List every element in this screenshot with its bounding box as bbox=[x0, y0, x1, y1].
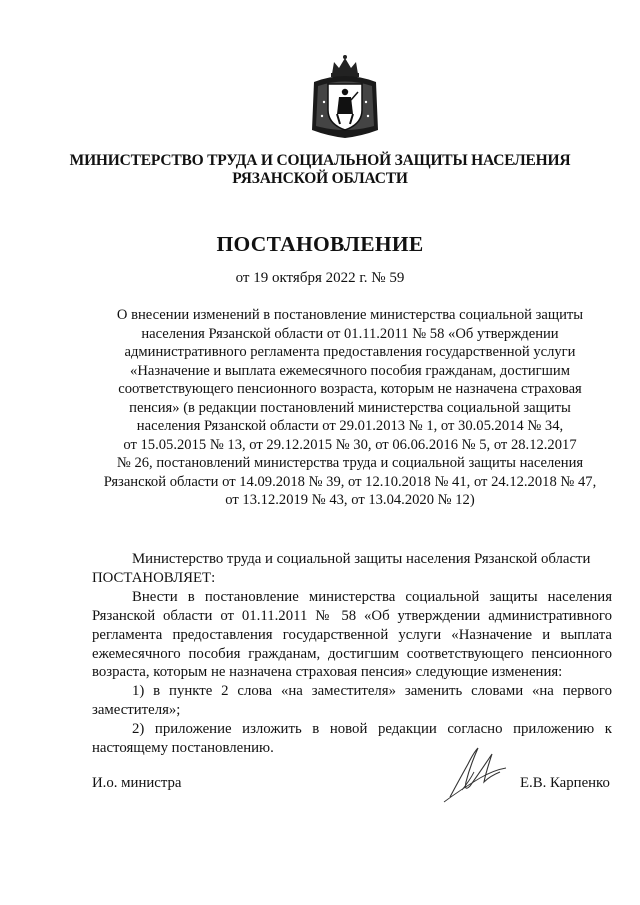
subject-line: населения Рязанской области от 01.11.2011 № 58 «Об утверждении bbox=[141, 325, 559, 342]
subject-line: от 13.12.2019 № 43, от 13.04.2020 № 12) bbox=[225, 492, 475, 508]
handwritten-signature-icon bbox=[440, 742, 510, 804]
document-subject bbox=[86, 306, 614, 510]
subject-line: соответствующего пенсионного возраста, которым не назначена страховая bbox=[118, 381, 582, 397]
body-resolves: ПОСТАНОВЛЯЕТ: bbox=[92, 569, 216, 586]
subject-line: Рязанской области от 14.09.2018 № 39, от 12.10.2018 № 41, от 24.12.2018 № 47, bbox=[103, 473, 597, 490]
document-title: ПОСТАНОВЛЕНИЕ bbox=[216, 232, 424, 256]
signatory-name: Е.В. Карпенко bbox=[520, 775, 610, 791]
body-item-2: 2) приложение изложить в новой редакции согласно приложению к настоящему постановлению. bbox=[92, 721, 612, 757]
document-body bbox=[92, 550, 612, 758]
subject-line: «Назначение и выплата ежемесячного пособия гражданам, достигшим bbox=[130, 362, 570, 379]
coat-of-arms-icon bbox=[304, 52, 386, 142]
subject-line: от 15.05.2015 № 13, от 29.12.2015 № 30, от 06.06.2016 № 5, от 28.12.2017 bbox=[123, 436, 577, 453]
document-date-number: от 19 октября 2022 г. № 59 bbox=[235, 270, 405, 286]
signatory-position: И.о. министра bbox=[92, 775, 182, 791]
body-paragraph-amend: Внести в постановление министерства социальной защиты населения Рязанской области от 01.11.2011 № 58 «Об утверждении административного регламента предоставления государственной услуги «Назначение и выплата ежемесячного пособия гражданам, достигшим соответствующего пенсионного возраста, которым не назначена страховая пенсия» следующие изменения: bbox=[92, 588, 612, 681]
body-paragraph-intro: Министерство труда и социальной защиты населения Рязанской области bbox=[132, 551, 591, 567]
subject-line: пенсия» (в редакции постановлений министерства социальной защиты bbox=[129, 399, 571, 416]
ministry-name-line1: МИНИСТЕРСТВО ТРУДА И СОЦИАЛЬНОЙ ЗАЩИТЫ НАСЕЛЕНИЯ bbox=[69, 152, 571, 169]
subject-line: административного регламента предоставления государственной услуги bbox=[124, 344, 576, 360]
subject-line: населения Рязанской области от 29.01.2013 № 1, от 30.05.2014 № 34, bbox=[136, 418, 564, 434]
subject-line: № 26, постановлений министерства труда и социальной защиты населения bbox=[116, 455, 584, 471]
subject-line: О внесении изменений в постановление министерства социальной защиты bbox=[116, 307, 584, 323]
ministry-name-line2: РЯЗАНСКОЙ ОБЛАСТИ bbox=[232, 170, 408, 187]
body-item-1: 1) в пункте 2 слова «на заместителя» заменить словами «на первого заместителя»; bbox=[92, 683, 612, 719]
